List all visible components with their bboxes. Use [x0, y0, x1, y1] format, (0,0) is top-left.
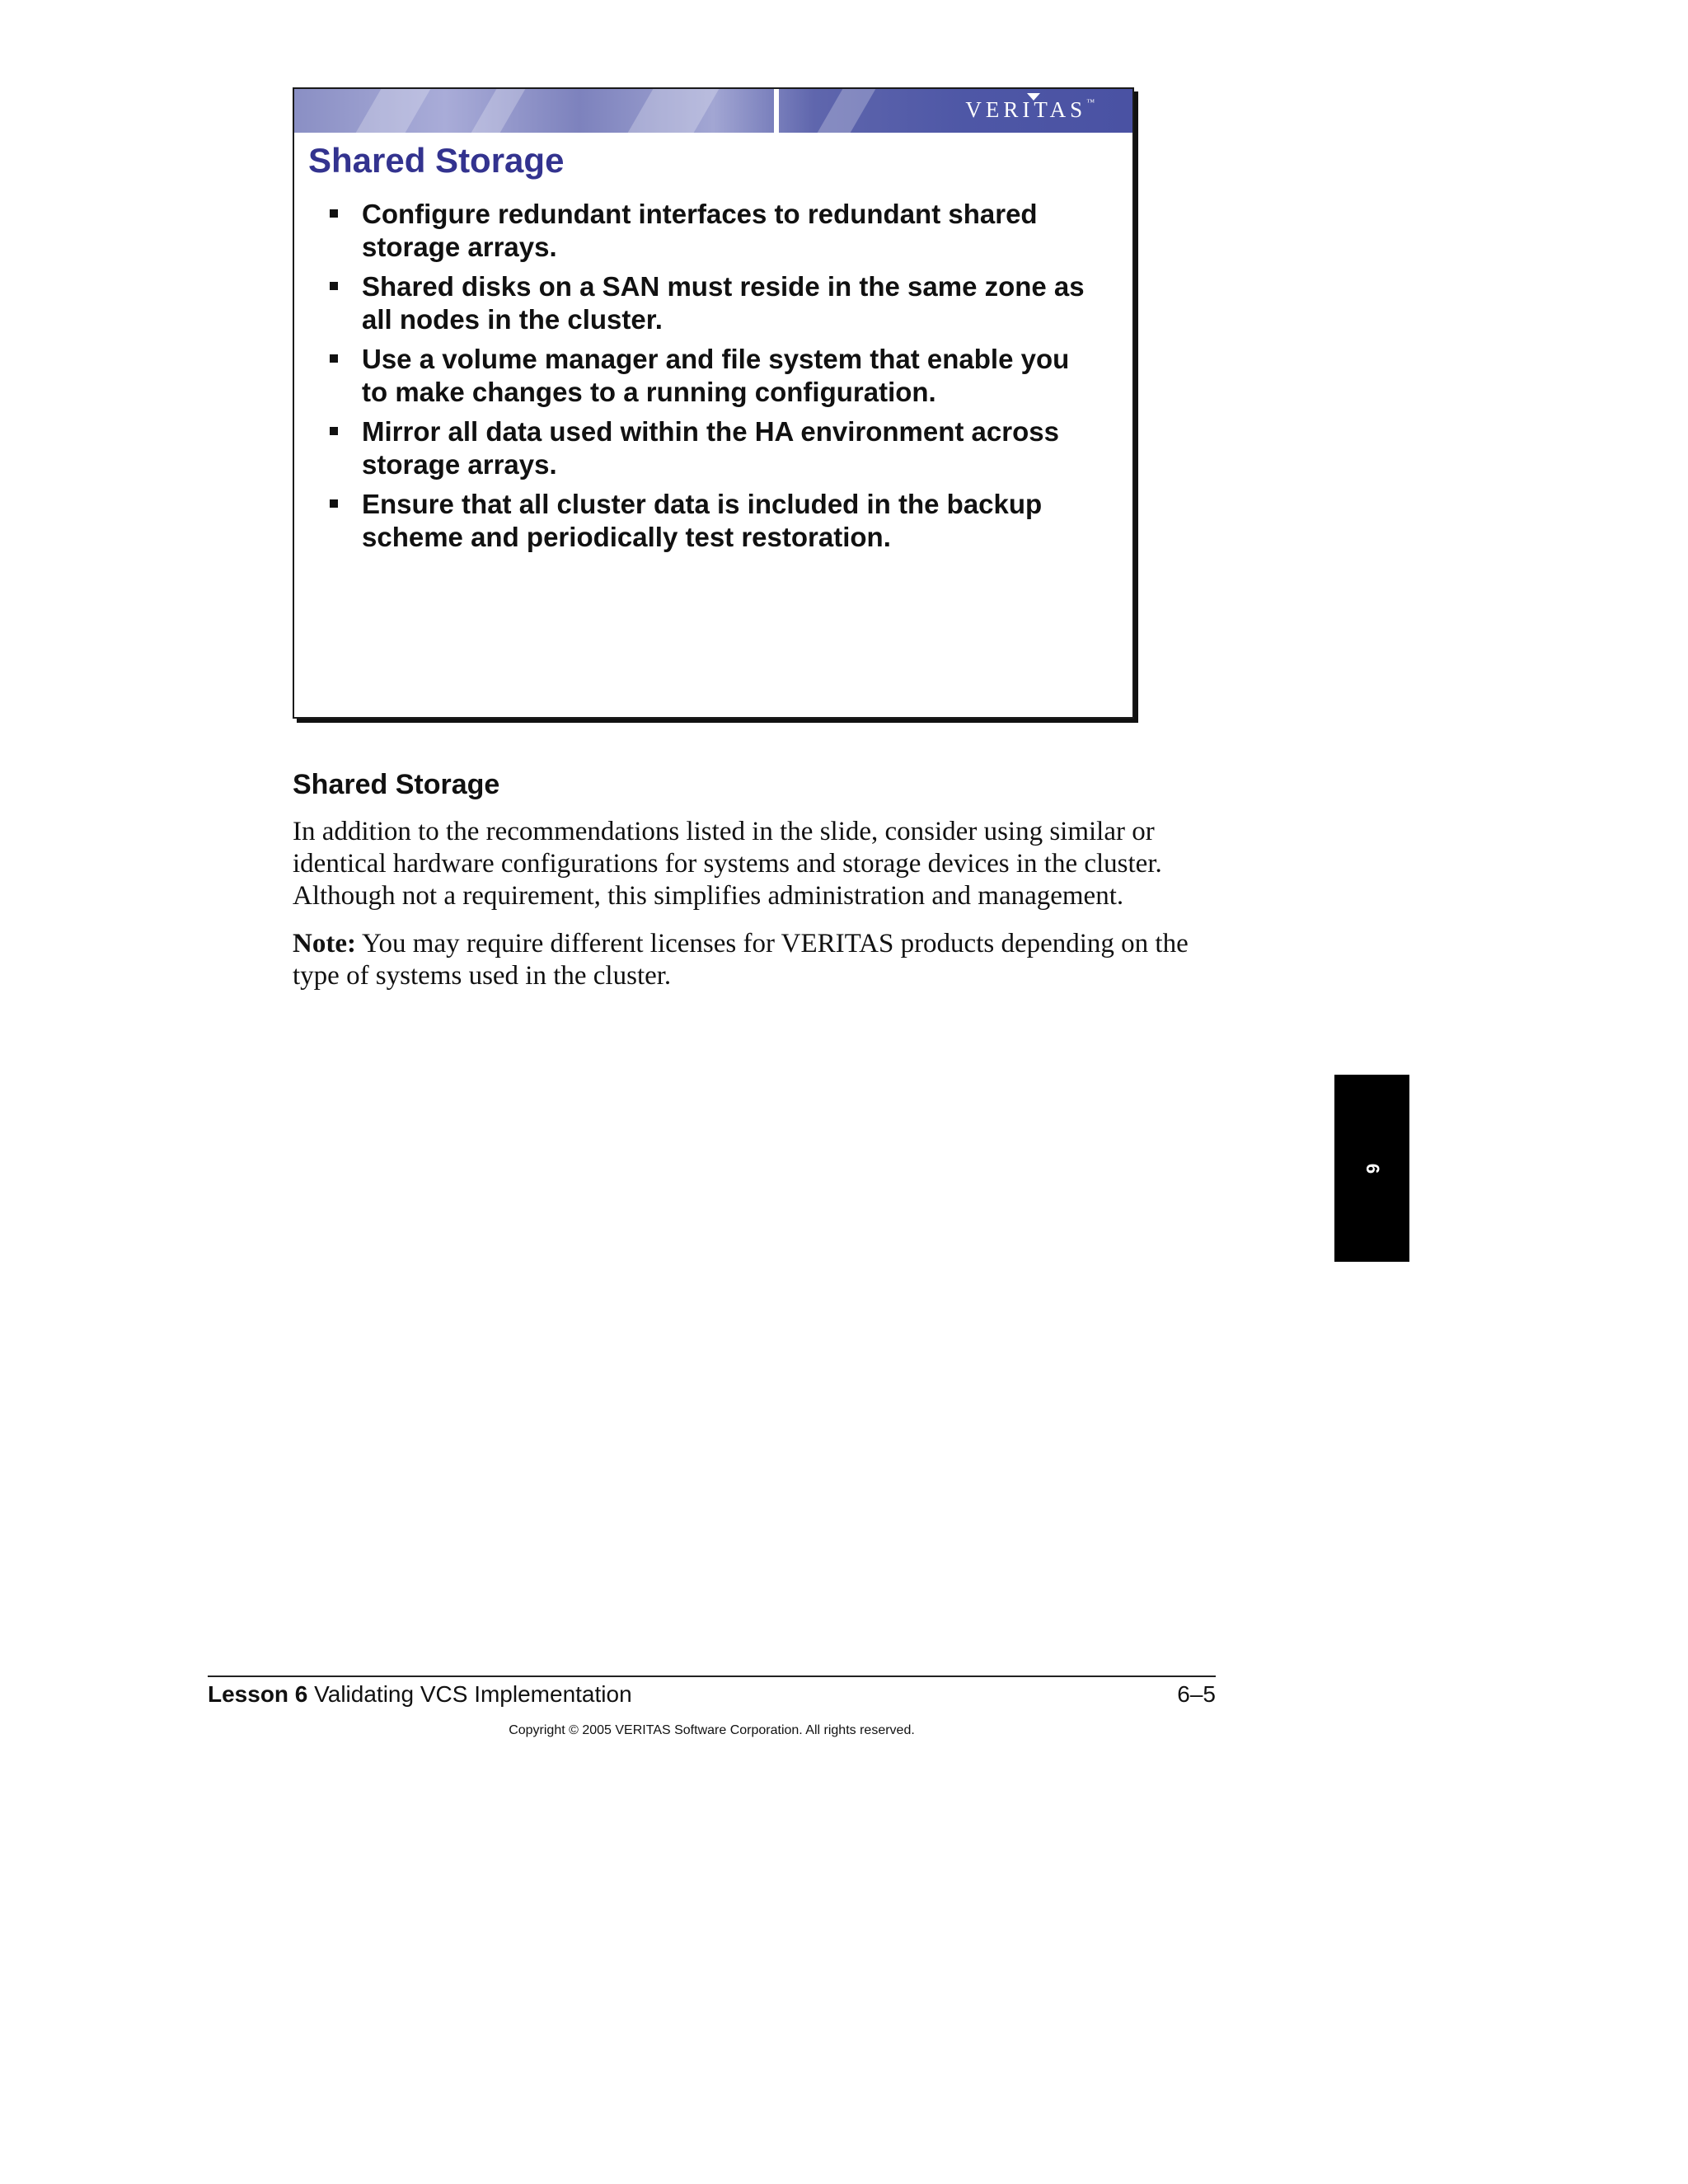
page-number: 6–5 [1177, 1681, 1216, 1707]
note-text: You may require different licenses for VERITAS products depending on the type of systems used in the cluster. [293, 929, 1189, 991]
square-bullet-icon [330, 427, 338, 435]
slide-bullet: Mirror all data used within the HA environment across storage arrays. [330, 415, 1096, 481]
chapter-tab [1334, 1075, 1409, 1262]
square-bullet-icon [330, 499, 338, 508]
slide-frame [293, 87, 1134, 719]
copyright-notice: Copyright © 2005 VERITAS Software Corporation. All rights reserved. [509, 1723, 915, 1737]
slide-banner [294, 89, 1132, 133]
body-paragraph: In addition to the recommendations listed in the slide, consider using similar or identical hardware configurations for systems and storage devices in the cluster. Although not a requirement, this simplifies administration and management. [293, 817, 1162, 911]
slide-bullet: Use a volume manager and file system that enable you to make changes to a running configuration. [330, 343, 1096, 409]
footer-lesson-title: Validating VCS Implementation [307, 1681, 632, 1707]
slide-bullet: Shared disks on a SAN must reside in the same zone as all nodes in the cluster. [330, 270, 1096, 336]
footer-rule [208, 1675, 1216, 1677]
note-paragraph [293, 928, 1232, 992]
slide-bullet: Configure redundant interfaces to redundant shared storage arrays. [330, 198, 1096, 264]
footer-lesson-label: Lesson 6 [208, 1681, 308, 1707]
section-heading: Shared Storage [293, 769, 500, 800]
chapter-tab-label: 6 [1362, 1163, 1383, 1174]
square-bullet-icon [330, 354, 338, 363]
square-bullet-icon [330, 209, 338, 218]
slide-title: Shared Storage [308, 141, 565, 180]
banner-divider [774, 89, 779, 133]
footer-lesson [208, 1680, 632, 1709]
note-label: Note: [293, 929, 356, 958]
slide-bullet-list [330, 198, 1096, 560]
veritas-logo: VERITAS™ [965, 97, 1095, 122]
slide-bullet: Ensure that all cluster data is included in the backup scheme and periodically test restoration. [330, 488, 1096, 554]
square-bullet-icon [330, 282, 338, 290]
